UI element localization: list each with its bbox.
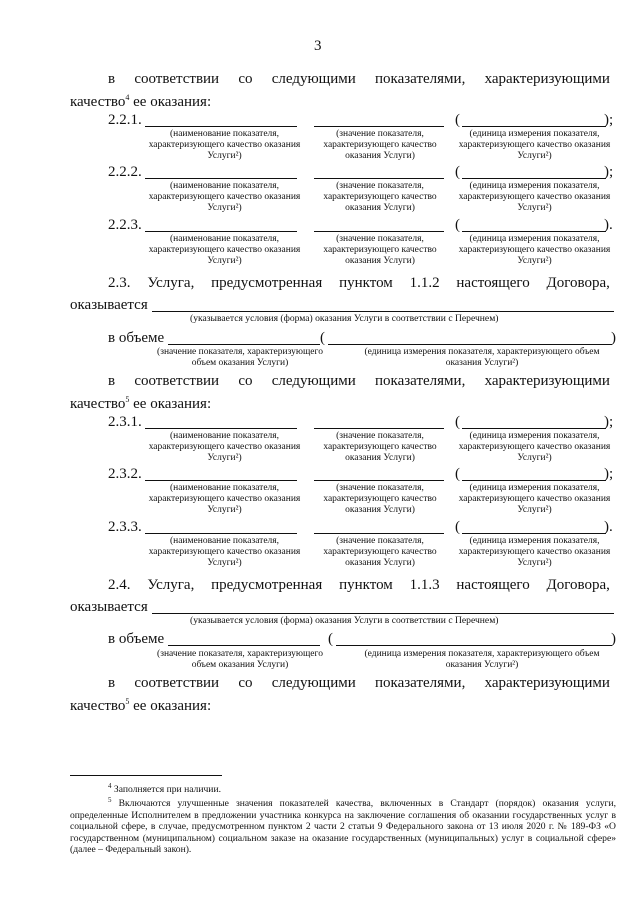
- footnote-4: $^4$ Заполняется при наличии.: [108, 782, 221, 796]
- provided-label-2: оказывается: [70, 599, 148, 615]
- intro3-line-1: в соответствии со следующими показателями, характеризующими: [108, 675, 610, 691]
- indicator-value-caption: (значение показателя, характеризующего качество оказания Услуги): [323, 234, 437, 266]
- footnote-separator: [70, 775, 222, 776]
- volume-unit-caption: (единица измерения показателя, характеризующего объем оказания Услуги²): [364, 347, 600, 368]
- volume-label-2: в объеме: [108, 631, 165, 647]
- section-2-4-line: 2.4. Услуга, предусмотренная пунктом 1.1.3 настоящего Договора,: [108, 577, 610, 593]
- item-number: 2.2.3.: [108, 217, 142, 233]
- indicator-value-line: [314, 428, 444, 429]
- indicator-name-caption: (наименование показателя, характеризующего качество оказания Услуги²): [148, 234, 301, 266]
- volume-unit-caption-2: (единица измерения показателя, характеризующего объем оказания Услуги²): [364, 649, 600, 670]
- indicator-name-caption: (наименование показателя, характеризующего качество оказания Услуги²): [148, 536, 301, 568]
- indicator-unit-caption: (единица измерения показателя, характеризующего качество оказания Услуги²): [458, 431, 611, 463]
- provided-label: оказывается: [70, 297, 148, 313]
- indicator-name-caption: (наименование показателя, характеризующего качество оказания Услуги²): [148, 431, 301, 463]
- page-number: 3: [314, 38, 322, 54]
- volume-value-line-2: [168, 645, 320, 646]
- indicator-unit-line: [462, 231, 606, 232]
- volume-unit-line-2: [336, 645, 612, 646]
- indicator-value-caption: (значение показателя, характеризующего качество оказания Услуги): [323, 129, 437, 161]
- indicator-name-line: [145, 178, 297, 179]
- indicator-unit-line: [462, 533, 606, 534]
- item-number: 2.2.2.: [108, 164, 142, 180]
- indicator-value-line: [314, 533, 444, 534]
- indicator-name-line: [145, 126, 297, 127]
- item-number: 2.3.2.: [108, 466, 142, 482]
- indicator-unit-caption: (единица измерения показателя, характеризующего качество оказания Услуги²): [458, 483, 611, 515]
- intro-line-2: качество$^4$ ее оказания:: [70, 93, 212, 110]
- indicator-value-line: [314, 126, 444, 127]
- volume-value-caption: (значение показателя, характеризующего объем оказания Услуги): [157, 347, 323, 368]
- indicator-unit-caption: (единица измерения показателя, характеризующего качество оказания Услуги²): [458, 181, 611, 213]
- indicator-unit-caption: (единица измерения показателя, характеризующего качество оказания Услуги²): [458, 536, 611, 568]
- conditions-caption: (указывается условия (форма) оказания Услуги в соответствии с Перечнем): [190, 313, 499, 324]
- indicator-unit-line: [462, 126, 606, 127]
- item-number: 2.3.1.: [108, 414, 142, 430]
- indicator-unit-line: [462, 480, 606, 481]
- intro2-line-1: в соответствии со следующими показателями, характеризующими: [108, 373, 610, 389]
- indicator-name-caption: (наименование показателя, характеризующего качество оказания Услуги²): [148, 483, 301, 515]
- indicator-unit-line: [462, 178, 606, 179]
- indicator-unit-caption: (единица измерения показателя, характеризующего качество оказания Услуги²): [458, 234, 611, 266]
- intro2-line-2: качество$^5$ ее оказания:: [70, 395, 212, 412]
- indicator-name-line: [145, 231, 297, 232]
- indicator-name-caption: (наименование показателя, характеризующего качество оказания Услуги²): [148, 129, 301, 161]
- item-number: 2.2.1.: [108, 112, 142, 128]
- indicator-value-line: [314, 480, 444, 481]
- indicator-name-line: [145, 480, 297, 481]
- volume-unit-line: [328, 344, 612, 345]
- intro-line-1: в соответствии со следующими показателями, характеризующими: [108, 71, 610, 87]
- indicator-unit-caption: (единица измерения показателя, характеризующего качество оказания Услуги²): [458, 129, 611, 161]
- indicator-value-caption: (значение показателя, характеризующего качество оказания Услуги): [323, 536, 437, 568]
- indicator-value-caption: (значение показателя, характеризующего качество оказания Услуги): [323, 181, 437, 213]
- intro3-line-2: качество$^5$ ее оказания:: [70, 697, 212, 714]
- volume-label: в объеме: [108, 330, 165, 346]
- conditions-line-2: [152, 613, 614, 614]
- indicator-value-caption: (значение показателя, характеризующего качество оказания Услуги): [323, 431, 437, 463]
- volume-value-line: [168, 344, 320, 345]
- indicator-name-line: [145, 428, 297, 429]
- item-number: 2.3.3.: [108, 519, 142, 535]
- conditions-caption-2: (указывается условия (форма) оказания Услуги в соответствии с Перечнем): [190, 615, 499, 626]
- indicator-value-line: [314, 231, 444, 232]
- indicator-name-caption: (наименование показателя, характеризующего качество оказания Услуги²): [148, 181, 301, 213]
- section-2-3-line: 2.3. Услуга, предусмотренная пунктом 1.1.2 настоящего Договора,: [108, 275, 610, 291]
- indicator-name-line: [145, 533, 297, 534]
- volume-value-caption-2: (значение показателя, характеризующего объем оказания Услуги): [157, 649, 323, 670]
- indicator-unit-line: [462, 428, 606, 429]
- indicator-value-line: [314, 178, 444, 179]
- conditions-line: [152, 311, 614, 312]
- footnote-5: $^5$ Включаются улучшенные значения показателей качества, включенных в Стандарт (порядок) оказания услуги, определенные Исполнителем в предложении участника конкурса на заключение соглашения об оказании государственных услуг в социальной сфере, в случае, предусмотренном пунктом 2 части 2 статьи 9 Федерального закона от 13 июля 2020 г. № 189-ФЗ «О государственном (муниципальном) социальном заказе на оказание государственных (муниципальных) услуг в социальной сфере» (далее – Федеральный закон).: [70, 796, 617, 856]
- indicator-value-caption: (значение показателя, характеризующего качество оказания Услуги): [323, 483, 437, 515]
